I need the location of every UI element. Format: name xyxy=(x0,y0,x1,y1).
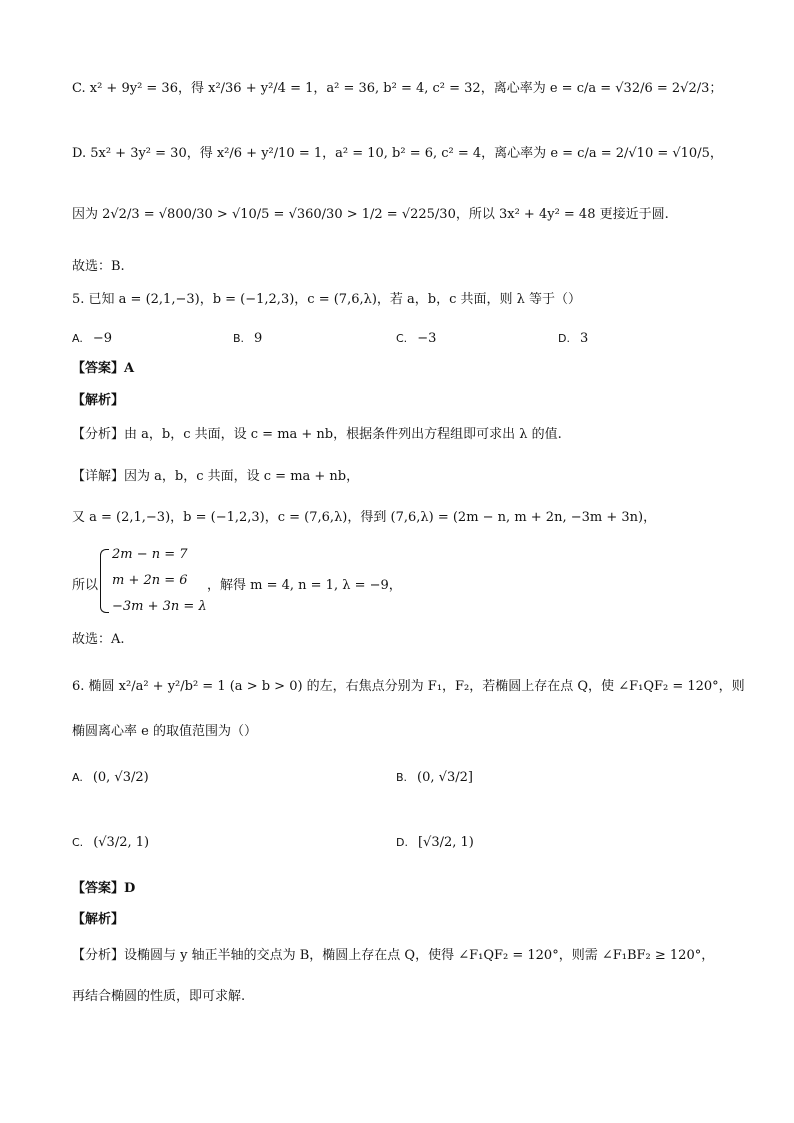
q6-answer: 【答案】D xyxy=(72,881,136,896)
q6-option-b xyxy=(396,770,473,785)
q5-option-c-value: −3 xyxy=(417,331,437,346)
q6-option-d-value: [√3/2, 1) xyxy=(417,835,474,850)
q6-option-c-label: C. xyxy=(72,836,84,849)
q6-analysis: 【分析】设椭圆与 y 轴正半轴的交点为 B，椭圆上存在点 Q，使得 ∠F₁QF₂ = 120°，则需 ∠F₁BF₂ ≥ 120°， xyxy=(72,948,715,963)
q5-option-b-label: B. xyxy=(233,332,245,345)
comparison-line: 因为 2√2/3 = √800/30 > √10/5 = √360/30 > 1/2 = √225/30，所以 3x² + 4y² = 48 更接近于圆. xyxy=(72,207,669,222)
option-c-working: C. x² + 9y² = 36，得 x²/36 + y²/4 = 1，a² = 36, b² = 4, c² = 32，离心率为 e = c/a = √32/6 = 2√2/3； xyxy=(72,81,723,96)
choose-b: 故选：B. xyxy=(72,259,125,274)
q6-option-c xyxy=(72,835,149,850)
q6-jiexi-heading: 【解析】 xyxy=(72,912,125,927)
q5-vectors: 又 a = (2,1,−3)，b = (−1,2,3)，c = (7,6,λ)，得到 (7,6,λ) = (2m − n, m + 2n, −3m + 3n)， xyxy=(72,510,657,525)
q6-option-c-value: (√3/2, 1) xyxy=(93,835,150,850)
q5-option-d xyxy=(558,331,588,346)
q6-option-d-label: D. xyxy=(396,836,408,849)
q6-option-b-value: (0, √3/2] xyxy=(417,770,473,785)
q6-option-a-value: (0, √3/2) xyxy=(92,770,149,785)
q5-option-c xyxy=(396,331,436,346)
system-solution: ，解得 m = 4, n = 1, λ = −9， xyxy=(207,578,402,593)
q5-detail: 【详解】因为 a，b，c 共面，设 c = ma + nb， xyxy=(72,469,360,484)
question-6-stem-cont: 椭圆离心率 e 的取值范围为（） xyxy=(72,724,257,739)
q5-option-d-label: D. xyxy=(558,332,570,345)
system-eq-1: 2m − n = 7 xyxy=(112,547,188,562)
q5-option-a xyxy=(72,331,112,346)
q6-option-a-label: A. xyxy=(72,771,83,784)
q5-option-d-value: 3 xyxy=(579,331,589,346)
option-d-working: D. 5x² + 3y² = 30，得 x²/6 + y²/10 = 1，a² = 10, b² = 6, c² = 4，离心率为 e = c/a = 2/√10 = √10/5， xyxy=(72,146,723,161)
q5-jiexi-heading: 【解析】 xyxy=(72,393,125,408)
q5-option-a-label: A. xyxy=(72,332,83,345)
question-5-stem: 5. 已知 a = (2,1,−3)，b = (−1,2,3)，c = (7,6,λ)，若 a，b，c 共面，则 λ 等于（） xyxy=(72,292,582,307)
system-eq-2: m + 2n = 6 xyxy=(112,573,188,588)
system-eq-3: −3m + 3n = λ xyxy=(112,599,207,614)
question-6-stem: 6. 椭圆 x²/a² + y²/b² = 1 (a > b > 0) 的左，右焦点分别为 F₁，F₂，若椭圆上存在点 Q，使 ∠F₁QF₂ = 120°，则 xyxy=(72,679,745,694)
q5-option-a-value: −9 xyxy=(92,331,112,346)
q5-option-b xyxy=(233,331,262,346)
q5-analysis: 【分析】由 a，b，c 共面，设 c = ma + nb，根据条件列出方程组即可求出 λ 的值. xyxy=(72,427,562,442)
q6-analysis-cont: 再结合椭圆的性质，即可求解. xyxy=(72,989,246,1004)
choose-a: 故选：A. xyxy=(72,632,125,647)
q5-answer: 【答案】A xyxy=(72,361,135,376)
q6-option-b-label: B. xyxy=(396,771,408,784)
q6-option-a xyxy=(72,770,149,785)
q5-option-b-value: 9 xyxy=(254,331,263,346)
so-label: 所以 xyxy=(72,578,99,593)
q5-option-c-label: C. xyxy=(396,332,408,345)
q6-option-d xyxy=(396,835,474,850)
left-brace xyxy=(100,549,109,613)
